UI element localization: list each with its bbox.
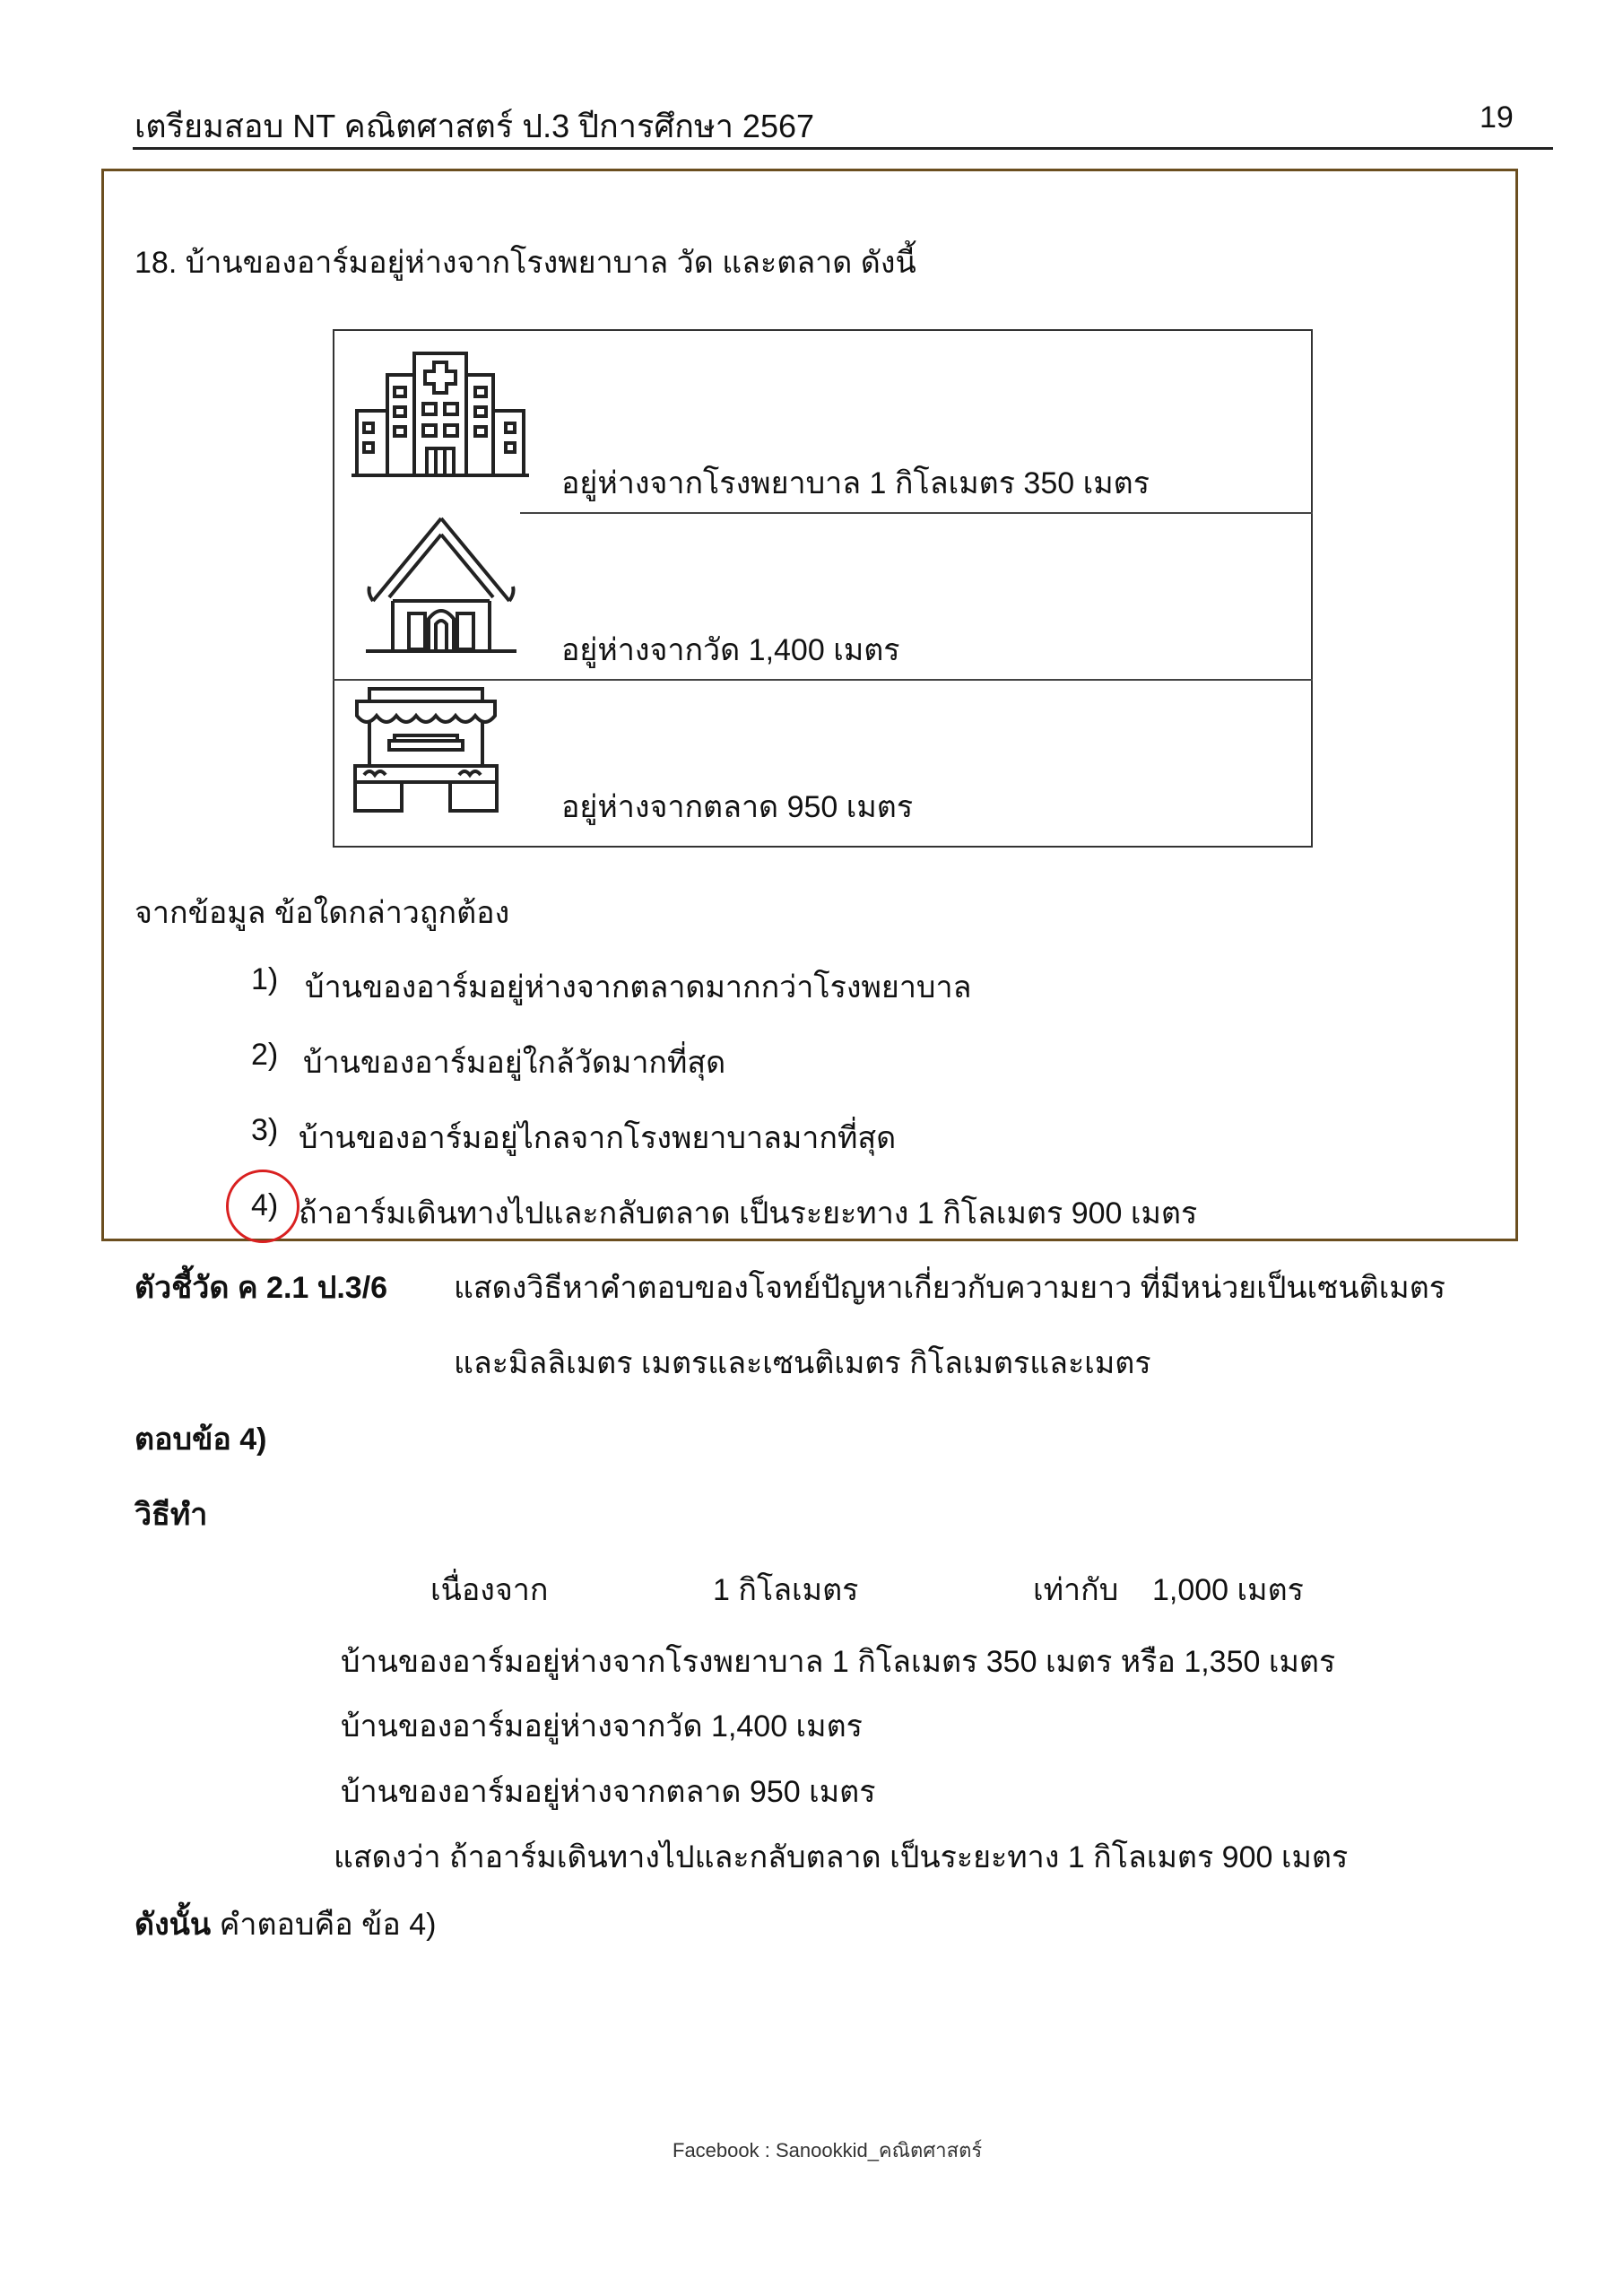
choice-1-text: บ้านของอาร์มอยู่ห่างจากตลาดมากกว่าโรงพยาบาล (305, 970, 972, 1004)
footer-text: Facebook : Sanookkid_คณิตศาสตร์ (673, 2139, 983, 2161)
header-divider (133, 147, 1553, 150)
question-stem: 18. บ้านของอาร์มอยู่ห่างจากโรงพยาบาล วัด และตลาด ดังนี้ (135, 246, 916, 280)
choice-2-number: 2) (251, 1038, 279, 1072)
indicator-line-2: และมิลลิเมตร เมตรและเซนติเมตร กิโลเมตรและเมตร (454, 1346, 1151, 1380)
method-line-2: บ้านของอาร์มอยู่ห่างจากวัด 1,400 เมตร (341, 1709, 863, 1744)
conclusion (135, 1900, 437, 1948)
question-prompt: จากข้อมูล ข้อใดกล่าวถูกต้อง (135, 896, 510, 930)
method-line-4: แสดงว่า ถ้าอาร์มเดินทางไปและกลับตลาด เป็นระยะทาง 1 กิโลเมตร 900 เมตร (334, 1840, 1349, 1874)
answer-label: ตอบข้อ 4) (135, 1422, 267, 1457)
market-icon (350, 685, 502, 816)
place-temple-distance: อยู่ห่างจากวัด 1,400 เมตร (561, 633, 900, 667)
place-market-distance: อยู่ห่างจากตลาด 950 เมตร (561, 790, 914, 824)
choice-1-number: 1) (251, 962, 279, 996)
place-hospital-distance: อยู่ห่างจากโรงพยาบาล 1 กิโลเมตร 350 เมตร (561, 466, 1150, 500)
since-label: เนื่องจาก (430, 1573, 549, 1607)
since-left-value: 1 กิโลเมตร (713, 1573, 859, 1607)
choice-3-number: 3) (251, 1113, 279, 1147)
since-equals: เท่ากับ (1033, 1573, 1119, 1607)
conclusion-rest: คำตอบคือ ข้อ 4) (211, 1908, 437, 1942)
choice-4-text: ถ้าอาร์มเดินทางไปและกลับตลาด เป็นระยะทาง 1 กิโลเมตร 900 เมตร (299, 1196, 1198, 1231)
indicator-line-1: แสดงวิธีหาคำตอบของโจทย์ปัญหาเกี่ยวกับความยาว ที่มีหน่วยเป็นเซนติเมตร (454, 1271, 1446, 1305)
table-row-divider (520, 512, 1313, 514)
header-title: เตรียมสอบ NT คณิตศาสตร์ ป.3 ปีการศึกษา 2567 (135, 108, 815, 144)
since-right-value: 1,000 เมตร (1152, 1573, 1304, 1607)
choice-3-text: บ้านของอาร์มอยู่ไกลจากโรงพยาบาลมากที่สุด (299, 1121, 897, 1155)
hospital-icon (352, 348, 529, 481)
method-line-3: บ้านของอาร์มอยู่ห่างจากตลาด 950 เมตร (341, 1775, 876, 1809)
method-label: วิธีทำ (135, 1498, 208, 1532)
conclusion-bold: ดังนั้น (135, 1908, 212, 1942)
choice-2-text: บ้านของอาร์มอยู่ใกล้วัดมากที่สุด (303, 1046, 726, 1080)
table-row-divider (333, 679, 1313, 681)
indicator-label: ตัวชี้วัด ค 2.1 ป.3/6 (135, 1271, 388, 1305)
page-number: 19 (1480, 100, 1514, 135)
answer-circle-mark (226, 1170, 299, 1243)
method-line-1: บ้านของอาร์มอยู่ห่างจากโรงพยาบาล 1 กิโลเมตร 350 เมตร หรือ 1,350 เมตร (341, 1645, 1336, 1679)
choice-4-number: 4) (251, 1188, 279, 1222)
temple-icon (366, 515, 516, 657)
